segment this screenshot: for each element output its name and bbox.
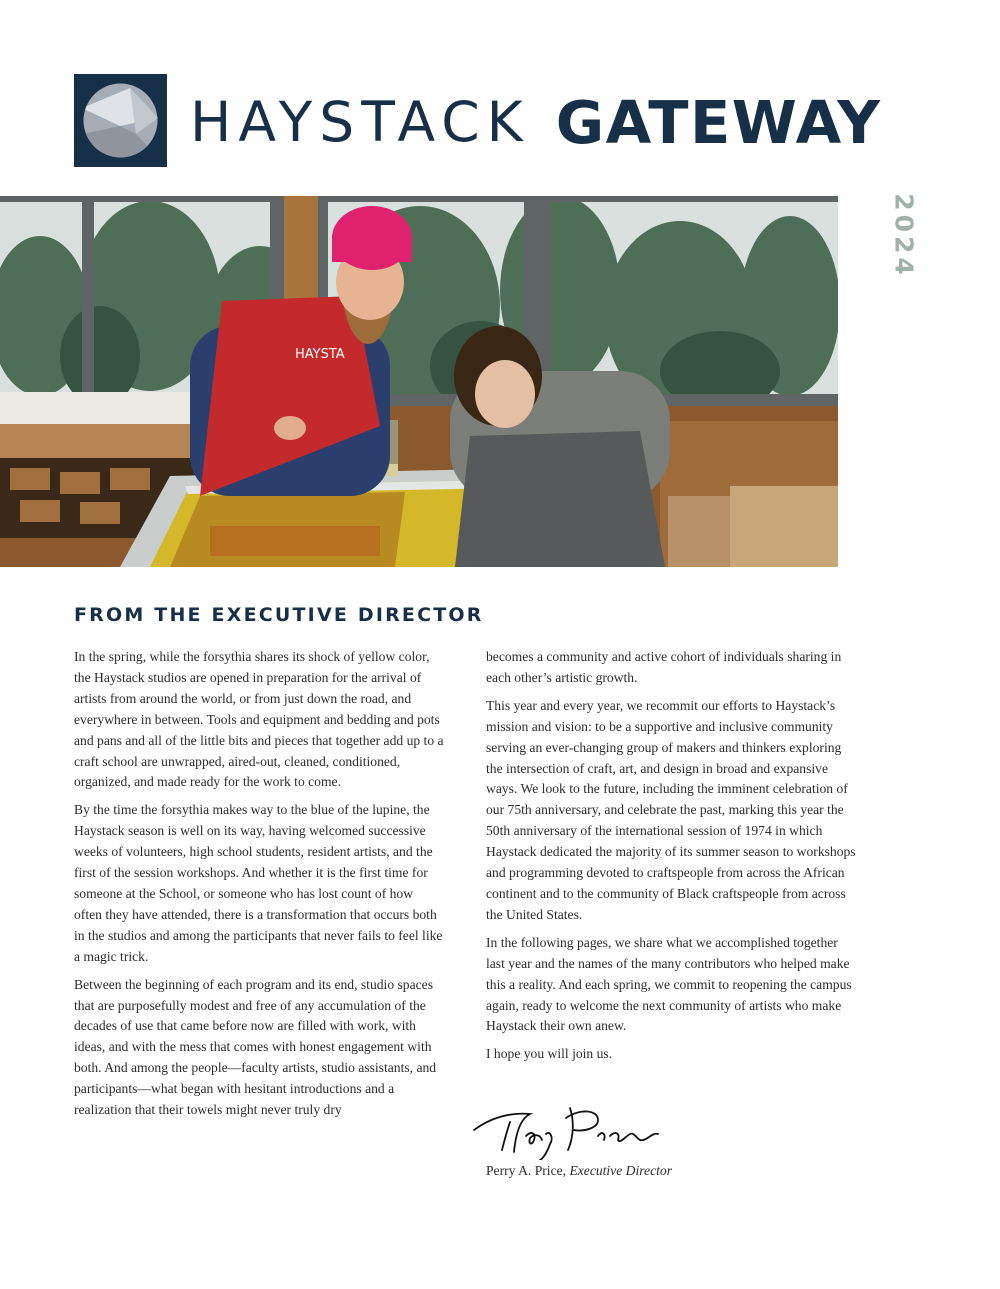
paragraph: In the spring, while the forsythia shares its shock of yellow color, the Haystack studios are opened in preparation for the arrival of artists from around the world, or from just down the road, and everywhere in between. Tools and equipment and bedding and pots and pans and all of the little bits and pieces that together add up to a craft school are unwrapped, aired-out, cleaned, conditioned, organized, and made ready for the work to come.	[74, 649, 444, 790]
signature-title: Executive Director	[569, 1163, 672, 1178]
handwritten-signature	[470, 1100, 670, 1160]
paragraph: I hope you will join us.	[486, 1046, 613, 1062]
brand-gateway: GATEWAY	[555, 87, 882, 157]
article-left-column	[74, 647, 444, 1128]
paragraph: This year and every year, we recommit our efforts to Haystack’s mission and vision: to be a supportive and inclusive community serving an ever-changing group of makers and thinkers exploring the intersection of craft, art, and design in broad and expansive ways. We look to the future, including the imminent celebration of our 75th anniversary, and celebrate the past, marking this year the 50th anniversary of the international session of 1974 in which Haystack dedicated the majority of its summer season to workshops and programming devoted to craftspeople from across the African continent and to the community of Black craftspeople from across the United States.	[486, 697, 856, 922]
signature-graphic	[470, 1100, 670, 1160]
masthead-wordmark	[190, 84, 881, 160]
studio-photo	[0, 196, 838, 567]
section-heading: FROM THE EXECUTIVE DIRECTOR	[74, 604, 484, 626]
year-text: 2024	[889, 193, 919, 279]
paragraph: By the time the forsythia makes way to the blue of the lupine, the Haystack season is well on its way, having welcomed successive weeks of volunteers, high school students, resident artists, and the first of the session workshops. And whether it is the first time for someone at the School, or someone who has lost count of how often they have attended, there is a transformation that occurs both in the studios and among the participants that never fails to feel like a magic trick.	[74, 802, 443, 964]
haystack-mountain-logo-icon	[74, 74, 167, 167]
shirt-print: HAYSTA	[295, 347, 345, 362]
screen-printing-photo	[0, 196, 838, 567]
signature-name: Perry A. Price,	[486, 1163, 567, 1178]
haystack-logo	[74, 74, 167, 167]
article-right-column	[486, 647, 856, 1072]
year-label	[879, 193, 929, 279]
paragraph: In the following pages, we share what we accomplished together last year and the names of the many contributors who helped make this a reality. And each spring, we commit to reopening the campus again, ready to welcome the next community of artists who make Haystack their own anew.	[486, 934, 852, 1034]
paragraph: becomes a community and active cohort of individuals sharing in each other’s artistic growth.	[486, 649, 842, 685]
paragraph: Between the beginning of each program and its end, studio spaces that are purposefully modest and free of any accumulation of the decades of use that came before now are filled with work, with ideas, and with the mess that comes with honest engagement with both. And among the people—faculty artists, studio assistants, and participants—what began with hesitant introductions and a realization that their towels might never truly dry	[74, 976, 437, 1118]
brand-haystack: HAYSTACK	[190, 90, 530, 154]
signature-caption	[486, 1163, 672, 1179]
